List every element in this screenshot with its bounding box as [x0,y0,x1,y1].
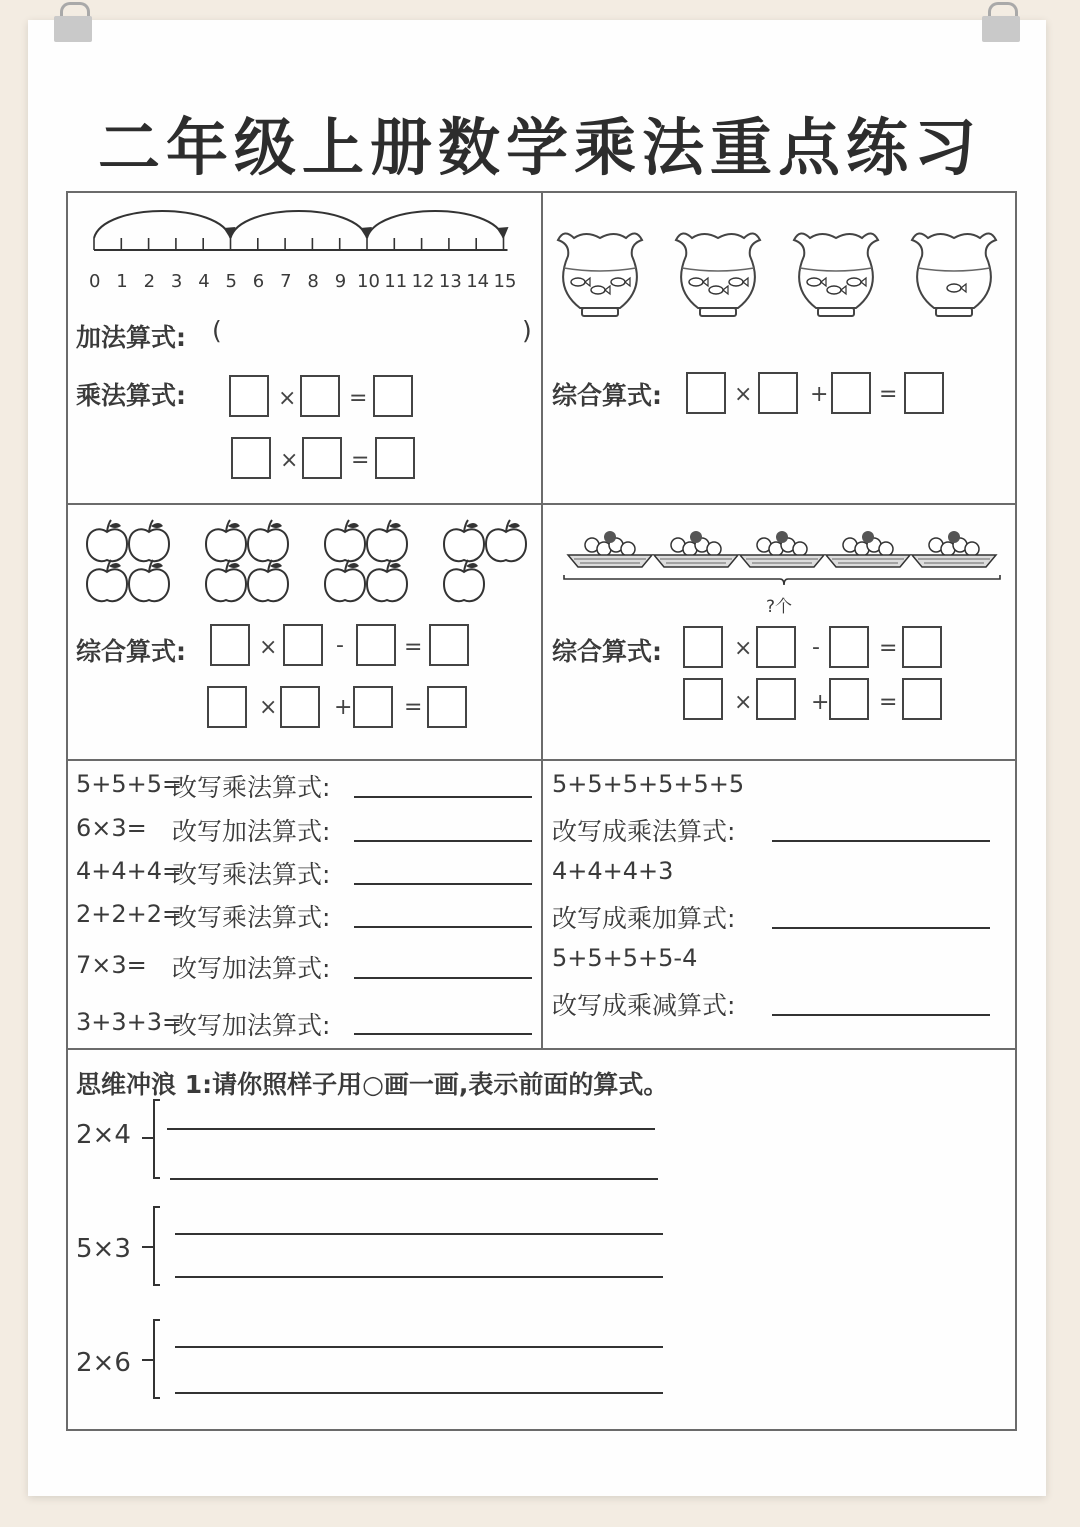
task-label: 改写加法算式: [172,1011,331,1040]
tick-label: 0 [89,271,101,292]
divider [541,191,543,1048]
answer-line[interactable] [772,840,990,842]
arrow-head-icon [497,227,509,239]
answer-box[interactable] [756,678,796,720]
drawing-line[interactable] [175,1233,663,1235]
times-sign: × [259,695,278,720]
expression: 2+2+2= [76,900,183,928]
apple-icon [129,520,169,561]
times-sign: × [280,448,299,473]
answer-box[interactable] [210,624,250,666]
tick-label: 1 [116,271,128,292]
drawing-line[interactable] [170,1178,658,1180]
multiplication-label: 乘法算式: [76,381,186,410]
fruit-basket-icon [568,531,652,567]
times-sign: × [278,386,297,411]
fruit-baskets-illustration [560,525,1010,595]
drawing-expression: 2×4 [76,1120,131,1150]
paren-close: ) [522,316,532,345]
answer-box[interactable] [902,626,942,668]
apple-icon [367,520,407,561]
apple-icon [206,560,246,601]
answer-line[interactable] [772,927,990,929]
times-sign: × [734,382,753,407]
fishbowl-icon [794,233,878,316]
apple-icon [325,560,365,601]
equals-sign: = [349,386,368,411]
binder-clip-icon [980,2,1022,42]
addition-label: 加法算式: [76,323,186,352]
divider [66,1048,1017,1050]
answer-box[interactable] [829,678,869,720]
answer-line[interactable] [354,977,532,979]
tick-label: 7 [280,271,292,292]
answer-box[interactable] [902,678,942,720]
drawing-line[interactable] [175,1276,663,1278]
tick-label: 12 [411,271,435,292]
task-label: 改写乘法算式: [172,860,331,889]
apple-icon [248,560,288,601]
apple-icon [325,520,365,561]
fishbowl-icon [676,233,760,316]
task-label: 改写乘法算式: [172,773,331,802]
plus-sign: + [811,690,830,715]
expression: 5+5+5+5+5+5 [552,770,745,798]
tick-label: 8 [307,271,319,292]
answer-line[interactable] [354,883,532,885]
expression: 5+5+5= [76,770,183,798]
task-label: 改写成乘法算式: [552,817,736,846]
bracket-icon [140,1318,170,1403]
apple-icon [444,560,484,601]
fishbowl-icon [558,233,642,316]
answer-line[interactable] [772,1014,990,1016]
apple-icon [87,520,127,561]
tick-label: 3 [170,271,183,292]
jump-arc [94,211,231,238]
drawing-expression: 2×6 [76,1348,131,1378]
combined-formula-label: 综合算式: [76,637,186,666]
apple-icon [444,520,484,561]
answer-box[interactable] [429,624,469,666]
drawing-line[interactable] [167,1128,655,1130]
task-label: 改写加法算式: [172,954,331,983]
answer-line[interactable] [354,796,532,798]
answer-box[interactable] [686,372,726,414]
plus-sign: + [334,695,353,720]
answer-box[interactable] [353,686,393,728]
tick-label: 11 [384,271,408,292]
tick-label: 6 [252,271,265,292]
drawing-expression: 5×3 [76,1234,131,1264]
equals-sign: = [879,636,898,661]
answer-box[interactable] [904,372,944,414]
fishbowl-icon [912,233,996,316]
tick-label: 14 [466,271,490,292]
bracket-icon [140,1098,170,1183]
answer-box[interactable] [683,678,723,720]
times-sign: × [734,636,753,661]
answer-line[interactable] [354,840,532,842]
tick-label: 15 [493,271,517,292]
thinking-instruction: 思维冲浪 1:请你照样子用○画一画,表示前面的算式。 [76,1070,669,1099]
apple-icon [248,520,288,561]
minus-sign: - [812,635,820,660]
answer-line[interactable] [354,926,532,928]
answer-box[interactable] [829,626,869,668]
answer-box[interactable] [373,375,413,417]
tick-label: 9 [334,271,347,292]
answer-box[interactable] [756,626,796,668]
answer-box[interactable] [229,375,269,417]
tick-label: 4 [198,271,210,292]
apple-icon [367,560,407,601]
fruit-basket-icon [654,531,738,567]
answer-box[interactable] [283,624,323,666]
expression: 6×3= [76,814,147,842]
tick-label: 5 [225,271,237,292]
tick-label: 10 [357,271,380,292]
answer-box[interactable] [356,624,396,666]
fruit-basket-icon [740,531,824,567]
expression: 5+5+5+5-4 [552,944,698,972]
expression: 3+3+3= [76,1008,183,1036]
apple-icon [486,520,526,561]
page-title: 二年级上册数学乘法重点练习 [97,111,982,184]
apple-icon [206,520,246,561]
brace-icon [564,575,1000,585]
combined-formula-label: 综合算式: [552,637,662,666]
answer-box[interactable] [375,437,415,479]
answer-box[interactable] [427,686,467,728]
apple-icon [129,560,169,601]
answer-box[interactable] [300,375,340,417]
task-label: 改写加法算式: [172,817,331,846]
answer-box[interactable] [207,686,247,728]
fruit-basket-icon [912,531,996,567]
equals-sign: = [879,690,898,715]
task-label: 改写成乘减算式: [552,991,736,1020]
equals-sign: = [404,695,423,720]
tick-label: 13 [438,271,462,292]
task-label: 改写成乘加算式: [552,904,736,933]
fishbowls-illustration [548,228,1018,328]
times-sign: × [259,635,278,660]
expression: 4+4+4= [76,857,183,885]
answer-box[interactable] [758,372,798,414]
bracket-icon [140,1205,170,1290]
answer-box[interactable] [302,437,342,479]
equals-sign: = [404,635,423,660]
paren-open: ( [212,316,222,345]
expression: 7×3= [76,951,147,979]
brace-label: ?个 [766,597,793,617]
answer-line[interactable] [354,1033,532,1035]
times-sign: × [734,690,753,715]
jump-arc [231,211,368,238]
plus-sign: + [810,382,829,407]
tick-label: 2 [143,271,156,292]
apple-icon [87,560,127,601]
drawing-line[interactable] [175,1346,663,1348]
binder-clip-icon [52,2,94,42]
minus-sign: - [336,633,344,658]
fruit-basket-icon [826,531,910,567]
answer-box[interactable] [231,437,271,479]
equals-sign: = [351,448,370,473]
apples-illustration [80,518,540,608]
equals-sign: = [879,382,898,407]
expression: 4+4+4+3 [552,857,674,885]
task-label: 改写乘法算式: [172,903,331,932]
answer-box[interactable] [831,372,871,414]
answer-box[interactable] [683,626,723,668]
drawing-line[interactable] [175,1392,663,1394]
combined-formula-label: 综合算式: [552,381,662,410]
jump-arc [367,211,504,238]
answer-box[interactable] [280,686,320,728]
